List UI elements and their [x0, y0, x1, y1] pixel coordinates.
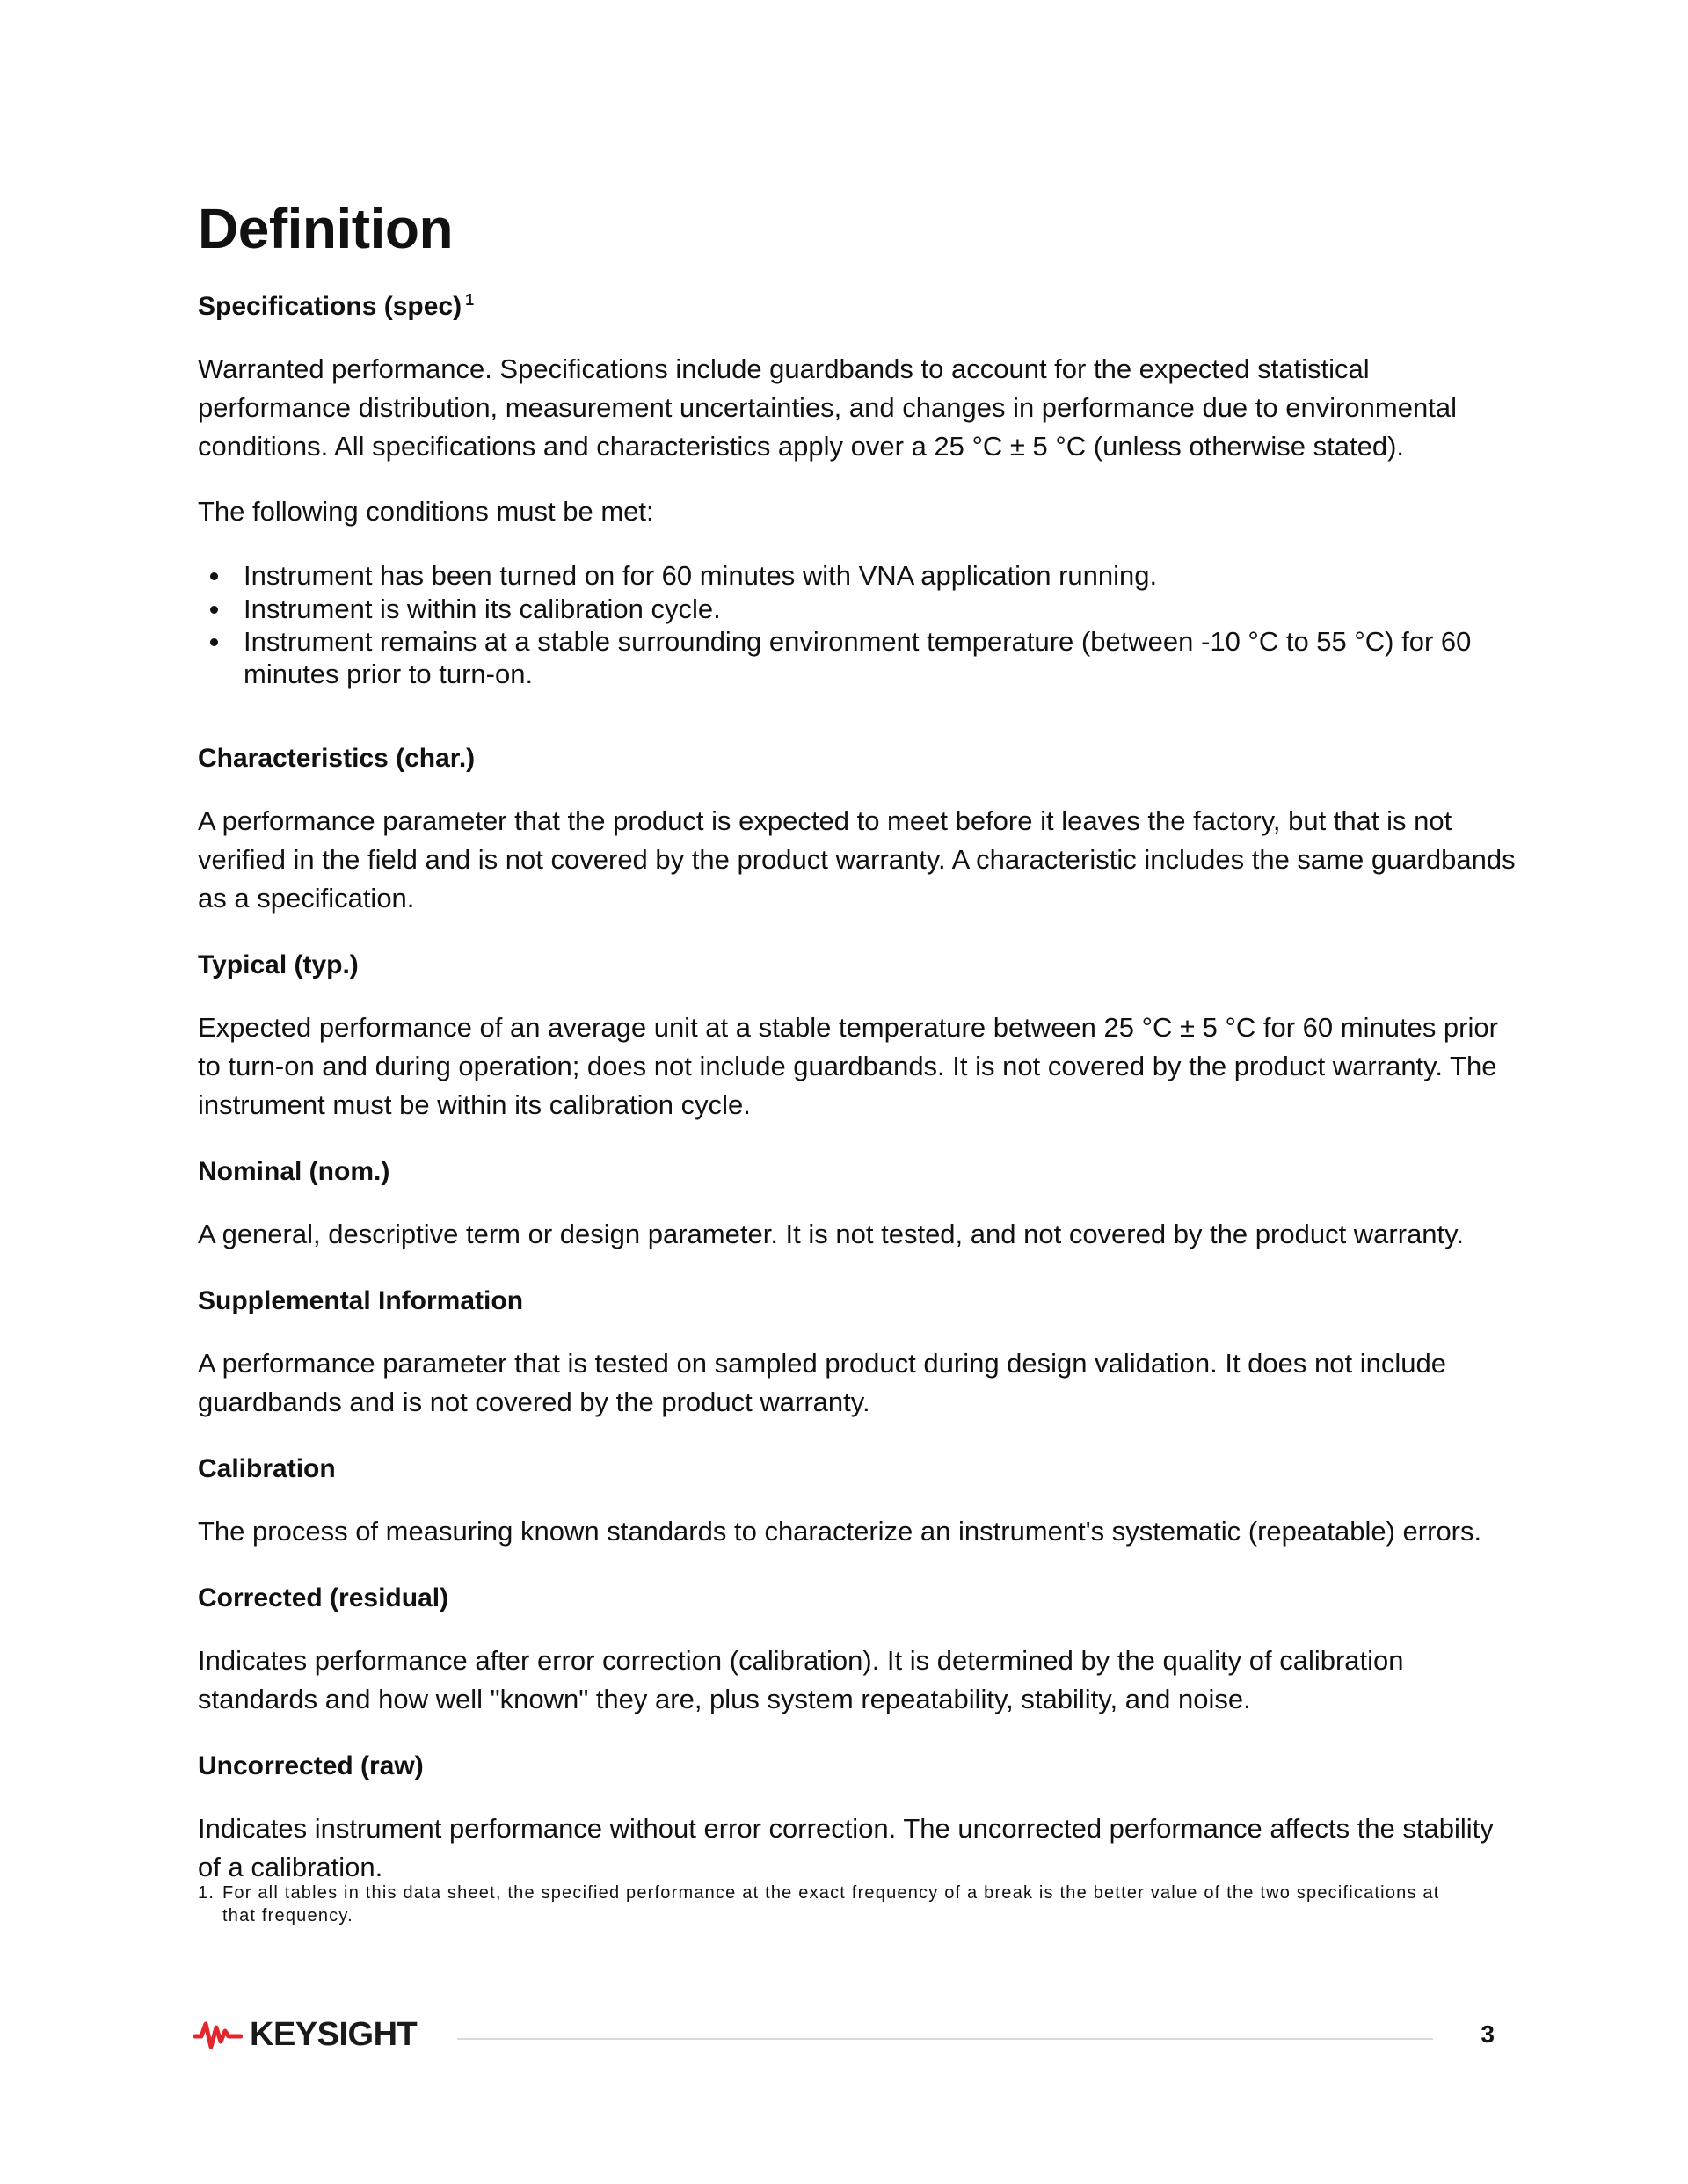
bullet-icon [210, 638, 218, 646]
char-paragraph: A performance parameter that the product is expected to meet before it leaves the factory, but that is not verified in the field and is not covered by the product warranty. A characteristic includes the same guardbands as a specification. [198, 805, 1516, 914]
typ-paragraph: Expected performance of an average unit at a stable temperature between 25 °C ± 5 °C for 60 minutes prior to turn-on and during operation; does not include guardbands. It is not covered by the product warranty. The instrument must be within its calibration cycle. [198, 1012, 1498, 1121]
bullet-icon [210, 572, 218, 580]
spec-heading [198, 289, 1517, 324]
conditions-list [198, 559, 1517, 690]
footnote [198, 1882, 1464, 1927]
footnote-text: For all tables in this data sheet, the specified performance at the exact frequency of a break is the better value of the two specifications at that frequency. [222, 1883, 1440, 1926]
cal-heading: Calibration [198, 1454, 336, 1484]
uncorr-paragraph: Indicates instrument performance without error correction. The uncorrected performance affects the stability of a calibration. [198, 1813, 1494, 1883]
footnote-ref: 1 [465, 291, 475, 309]
list-item [198, 559, 1517, 592]
list-item [198, 625, 1517, 690]
keysight-wave-icon [193, 2017, 243, 2052]
supp-heading: Supplemental Information [198, 1286, 524, 1316]
list-item-text: Instrument remains at a stable surrounding environment temperature (between -10 °C to 55 °C) for 60 minutes prior to turn-on. [244, 625, 1472, 690]
char-heading: Characteristics (char.) [198, 744, 476, 774]
supp-paragraph: A performance parameter that is tested on sampled product during design validation. It does not include guardbands and is not covered by the product warranty. [198, 1348, 1446, 1418]
uncorr-heading: Uncorrected (raw) [198, 1751, 424, 1781]
footnote-number: 1. [198, 1883, 215, 1903]
typ-heading: Typical (typ.) [198, 950, 359, 980]
logo-text: KEYSIGHT [250, 2015, 418, 2053]
list-item-text: Instrument has been turned on for 60 minutes with VNA application running. [244, 560, 1158, 592]
nom-paragraph: A general, descriptive term or design parameter. It is not tested, and not covered by the product warranty. [198, 1219, 1464, 1250]
page-number: 3 [1481, 2020, 1495, 2048]
footer-divider [457, 2038, 1433, 2040]
list-item [198, 593, 1517, 625]
list-item-text: Instrument is within its calibration cycle. [244, 593, 721, 624]
spec-heading-text: Specifications (spec) [198, 292, 462, 322]
keysight-logo [193, 2013, 417, 2056]
nom-heading: Nominal (nom.) [198, 1157, 390, 1187]
conditions-intro: The following conditions must be met: [198, 496, 654, 528]
page-title: Definition [198, 197, 454, 260]
cal-paragraph: The process of measuring known standards to characterize an instrument's systematic (repeatable) errors. [198, 1516, 1482, 1547]
corr-paragraph: Indicates performance after error correction (calibration). It is determined by the quality of calibration standards and how well "known" they are, plus system repeatability, stability, and noise. [198, 1645, 1404, 1715]
page-footer [193, 2013, 1495, 2057]
corr-heading: Corrected (residual) [198, 1583, 449, 1613]
spec-paragraph: Warranted performance. Specifications include guardbands to account for the expected statistical performance distribution, measurement uncertainties, and changes in performance due to environmental conditions. All specifications and characteristics apply over a 25 °C ± 5 °C (unless otherwise stated). [198, 353, 1457, 462]
page-content [198, 198, 1517, 1887]
bullet-icon [210, 606, 218, 614]
